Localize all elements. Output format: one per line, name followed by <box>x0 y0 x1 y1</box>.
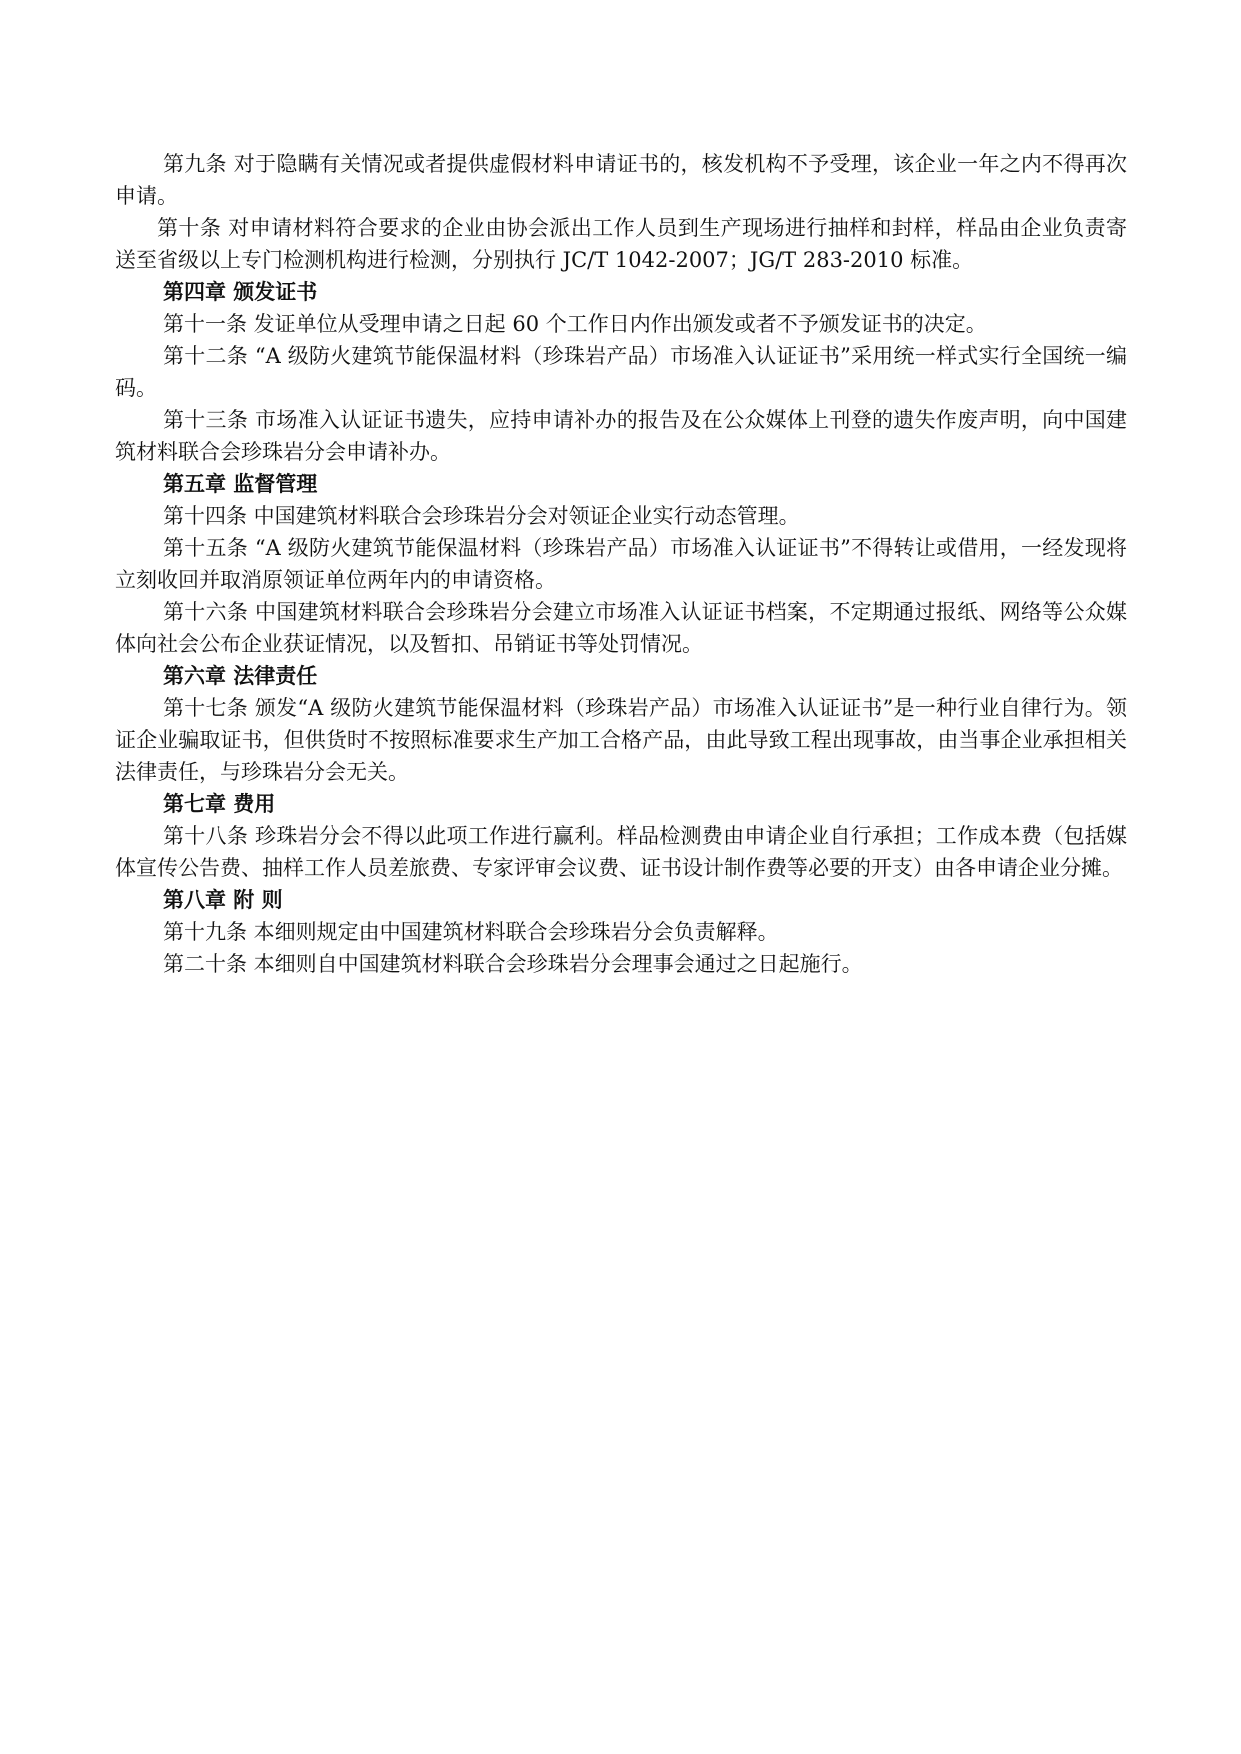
article-16: 第十六条 中国建筑材料联合会珍珠岩分会建立市场准入认证证书档案，不定期通过报纸、网络等公众媒体向社会公布企业获证情况，以及暂扣、吊销证书等处罚情况。 <box>115 600 1127 656</box>
article-10: 第十条 对申请材料符合要求的企业由协会派出工作人员到生产现场进行抽样和封样，样品由企业负责寄送至省级以上专门检测机构进行检测，分别执行 JC/T 1042-2007；JG/T 283-2010 标准。 <box>115 216 1127 272</box>
article-15: 第十五条 “A 级防火建筑节能保温材料（珍珠岩产品）市场准入认证证书”不得转让或借用，一经发现将立刻收回并取消原领证单位两年内的申请资格。 <box>115 536 1127 592</box>
article-18: 第十八条 珍珠岩分会不得以此项工作进行赢利。样品检测费由申请企业自行承担；工作成本费（包括媒体宣传公告费、抽样工作人员差旅费、专家评审会议费、证书设计制作费等必要的开支）由各申请企业分摊。 <box>115 824 1127 880</box>
chapter-4-heading: 第四章 颁发证书 <box>163 280 318 304</box>
chapter-6-heading: 第六章 法律责任 <box>163 664 318 688</box>
article-12: 第十二条 “A 级防火建筑节能保温材料（珍珠岩产品）市场准入认证证书”采用统一样式实行全国统一编码。 <box>115 344 1127 400</box>
article-11: 第十一条 发证单位从受理申请之日起 60 个工作日内作出颁发或者不予颁发证书的决定。 <box>163 312 987 336</box>
article-14: 第十四条 中国建筑材料联合会珍珠岩分会对领证企业实行动态管理。 <box>163 504 800 528</box>
article-13: 第十三条 市场准入认证证书遗失，应持申请补办的报告及在公众媒体上刊登的遗失作废声明，向中国建筑材料联合会珍珠岩分会申请补办。 <box>115 408 1127 464</box>
chapter-7-heading: 第七章 费用 <box>163 792 276 816</box>
article-17: 第十七条 颁发“A 级防火建筑节能保温材料（珍珠岩产品）市场准入认证证书”是一种行业自律行为。领证企业骗取证书，但供货时不按照标准要求生产加工合格产品，由此导致工程出现事故，由当事企业承担相关法律责任，与珍珠岩分会无关。 <box>115 696 1127 784</box>
chapter-5-heading: 第五章 监督管理 <box>163 472 318 496</box>
document-page <box>115 148 1127 980</box>
article-9: 第九条 对于隐瞒有关情况或者提供虚假材料申请证书的，核发机构不予受理，该企业一年之内不得再次申请。 <box>115 152 1127 208</box>
article-20: 第二十条 本细则自中国建筑材料联合会珍珠岩分会理事会通过之日起施行。 <box>163 952 863 976</box>
article-19: 第十九条 本细则规定由中国建筑材料联合会珍珠岩分会负责解释。 <box>163 920 779 944</box>
chapter-8-heading: 第八章 附 则 <box>163 888 283 912</box>
